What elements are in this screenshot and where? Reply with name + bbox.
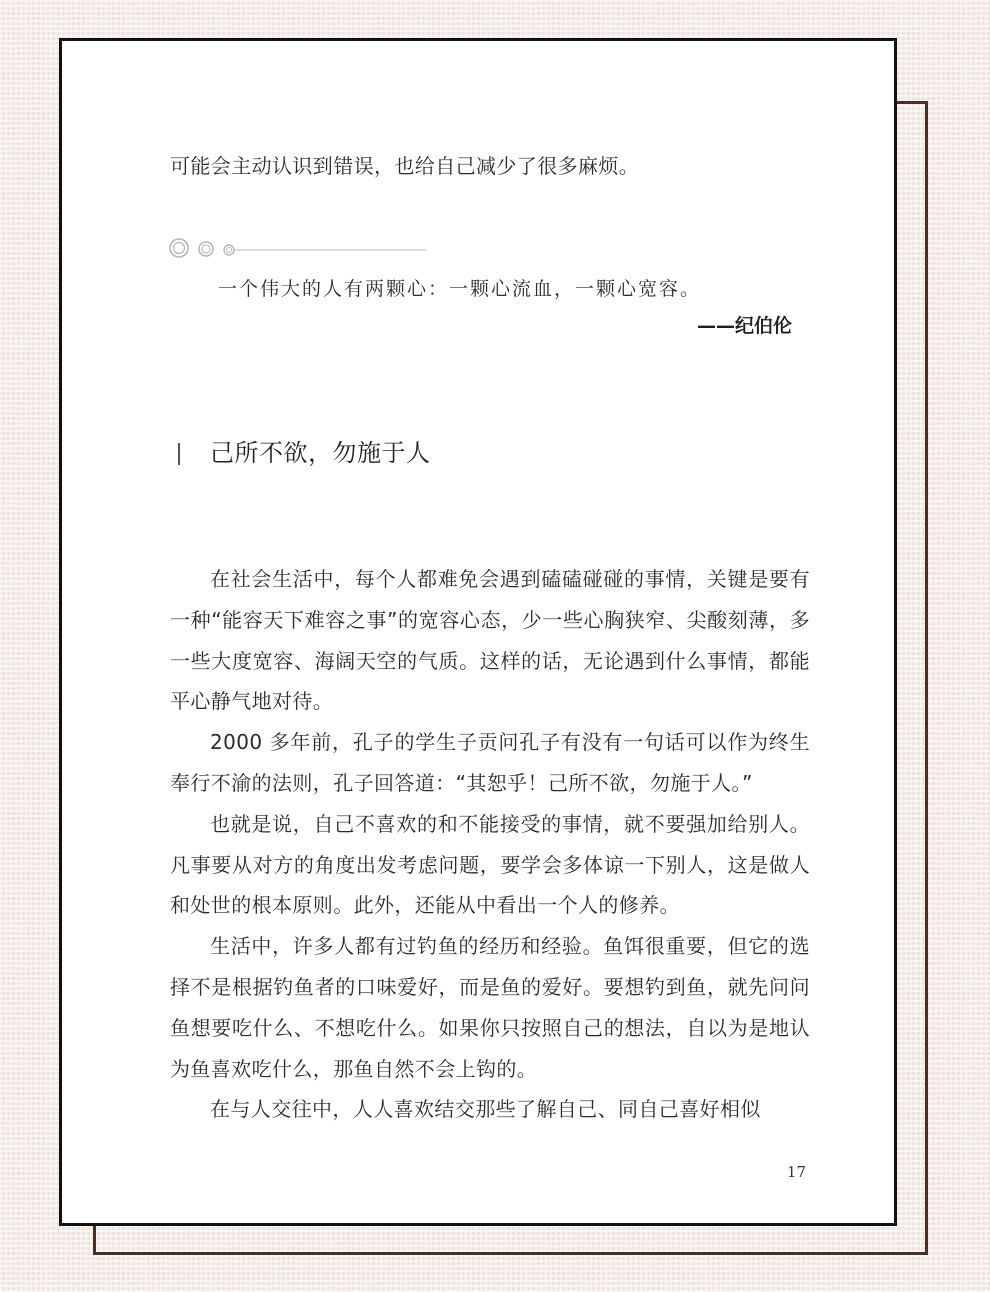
section-title: 己所不欲，勿施于人	[210, 439, 431, 467]
quote-text: 一个伟大的人有两颗心：一颗心流血，一颗心宽容。	[218, 278, 702, 300]
intro-line: 可能会主动认识到错误，也给自己减少了很多麻烦。	[170, 154, 640, 178]
book-page	[59, 38, 897, 1226]
paragraph: 在社会生活中，每个人都难免会遇到磕磕碰碰的事情，关键是要有一种“能容天下难容之事”的宽容心态，少一些心胸狭窄、尖酸刻薄，多一些大度宽容、海阔天空的气质。这样的话，无论遇到什么事情，都能平心静气地对待。	[170, 567, 810, 714]
circles-ornament-icon	[168, 236, 428, 260]
body-text	[170, 559, 810, 1130]
quote-attribution: ——纪伯伦	[696, 315, 792, 337]
paragraph: 在与人交往中，人人喜欢结交那些了解自己、同自己喜好相似	[210, 1097, 761, 1122]
paragraph: 2000 多年前，孔子的学生子贡问孔子有没有一句话可以作为终生奉行不渝的法则，孔子回答道：“其恕乎！己所不欲，勿施于人。”	[170, 730, 810, 795]
paragraph: 也就是说，自己不喜欢的和不能接受的事情，就不要强加给别人。凡事要从对方的角度出发考虑问题，要学会多体谅一下别人，这是做人和处世的根本原则。此外，还能从中看出一个人的修养。	[170, 811, 810, 918]
paragraph: 生活中，许多人都有过钓鱼的经历和经验。鱼饵很重要，但它的选择不是根据钓鱼者的口味爱好，而是鱼的爱好。要想钓到鱼，就先问问鱼想要吃什么、不想吃什么。如果你只按照自己的想法，自以为是地认为鱼喜欢吃什么，那鱼自然不会上钩的。	[170, 934, 810, 1081]
page-number: 17	[786, 1163, 806, 1181]
heading-bar	[178, 443, 180, 465]
